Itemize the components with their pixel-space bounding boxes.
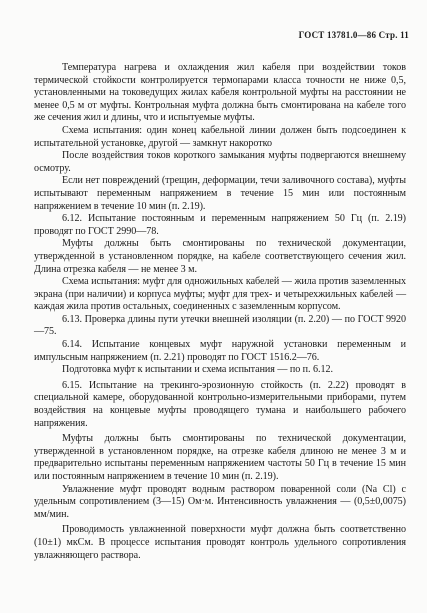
paragraph-test-scheme: Схема испытания: один конец кабельной линии должен быть подсоединен к испытательной установке, другой — замкнут накоротко <box>34 124 406 149</box>
paragraph-6-15: 6.15. Испытание на трекинго-эрозионную стойкость (п. 2.22) проводят в специальной камере, оборудованной контрольно-измерительными приборами, путем воздействия на концевые муфты проводящего тумана и наибольшего рабочего напряжения. <box>34 379 406 429</box>
paragraph-mounting-tracking: Муфты должны быть смонтированы по технической документации, утвержденной в установленном порядке, на отрезке кабеля длиною не менее 3 м и предварительно испытаны переменным напряжением частоты 50 Гц в течение 15 мин или постоянным напряжением в течение 10 мин (п. 2.19). <box>34 433 406 482</box>
standard-number: ГОСТ 13781.0—86 <box>298 30 377 40</box>
paragraph-6-14: 6.14. Испытание концевых муфт наружной установки переменным и импульсным напряжением (п. 2.21) проводят по ГОСТ 1516.2—76. <box>34 339 406 363</box>
paragraph-conductivity: Проводимость увлажненной поверхности муфт должна быть соответственно (10±1) мкСм. В процессе испытания проводят контроль удельного сопротивления увлажняющего раствора. <box>34 524 406 561</box>
paragraph-thermocouple: Температура нагрева и охлаждения жил кабеля при воздействии токов термической стойкости контролируется термопарами класса точности не ниже 0,5, установленными на токоведущих жилах кабеля контрольной муфты на расстоянии не менее 0,5 м от муфты. Контрольная муфта должна быть смонтирована на кабеле того же сечения жил и длины, что и испытуемые муфты. <box>34 62 406 124</box>
paragraph-inspection: После воздействия токов короткого замыкания муфты подвергаются внешнему осмотру. <box>34 150 406 174</box>
paragraph-preparation: Подготовка муфт к испытании и схема испытания — по п. 6.12. <box>62 364 333 376</box>
paragraph-no-damage: Если нет повреждений (трещин, деформации, течи заливочного состава), муфты испытывают переменным напряжением в течение 15 мин или постоянным напряжением в течение 10 мин (п. 2.19). <box>34 175 406 212</box>
paragraph-scheme-cores: Схема испытания: муфт для одножильных кабелей — жила против заземленных экрана (при наличии) и корпуса муфты; муфт для трех- и четырехжильных кабелей — каждая жила против остальных, соединенных с заземленным корпусом. <box>34 276 406 313</box>
paragraph-6-13: 6.13. Проверка длины пути утечки внешней изоляции (п. 2.20) — по ГОСТ 9920—75. <box>34 313 406 338</box>
paragraph-mounting: Муфты должны быть смонтированы по технической документации, утвержденной в установленном порядке, на кабеле соответствующего сечения жил. Длина отрезка кабеля — не менее 3 м. <box>34 238 406 275</box>
paragraph-6-12: 6.12. Испытание постоянным и переменным напряжением 50 Гц (п. 2.19) проводят по ГОСТ 2990—78. <box>34 213 406 237</box>
body-text <box>34 62 406 562</box>
paragraph-humidification: Увлажнение муфт проводят водным раствором поваренной соли (Na Cl) с удельным сопротивлением (3—15) Ом·м. Интенсивность увлажнения — (0,5±0,0075) мм/мин. <box>34 483 406 520</box>
page-number: Стр. 11 <box>378 30 409 40</box>
running-header <box>299 30 409 40</box>
